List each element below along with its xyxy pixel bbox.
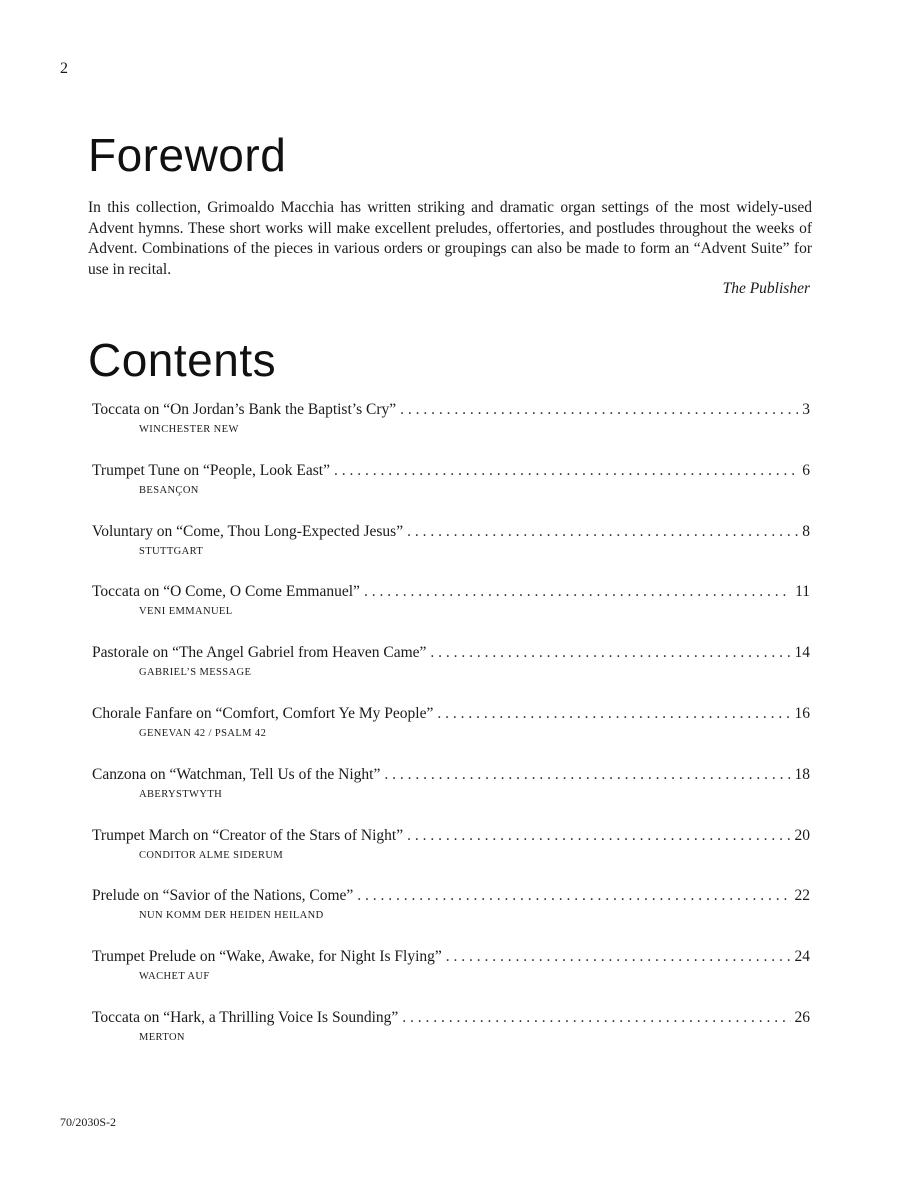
toc-entry-page: 11 [795, 583, 810, 601]
toc-entry-tune: WACHET AUF [139, 971, 210, 983]
toc-entry-page: 18 [794, 765, 810, 783]
toc-entry-title[interactable]: Trumpet March on “Creator of the Stars of Night” [92, 826, 404, 844]
toc-entry[interactable] [92, 826, 810, 887]
toc-entry-page: 3 [802, 401, 810, 418]
toc-entry-tune: VENI EMMANUEL [139, 606, 233, 618]
toc-dot-leader [402, 1008, 790, 1028]
toc-dot-leader [384, 765, 790, 785]
toc-entry-page: 22 [794, 887, 810, 905]
toc-entry-title[interactable]: Voluntary on “Come, Thou Long-Expected Jesus” [92, 522, 404, 540]
toc-entry[interactable] [92, 1008, 810, 1069]
toc-entry[interactable] [92, 704, 810, 765]
table-of-contents [92, 400, 810, 1069]
toc-entry[interactable] [92, 400, 810, 461]
toc-entry-tune: STUTTGART [139, 545, 204, 557]
toc-entry-tune: BESANÇON [139, 484, 199, 496]
toc-entry-title[interactable]: Toccata on “On Jordan’s Bank the Baptist’s Cry” [92, 401, 397, 418]
toc-dot-leader [357, 886, 790, 906]
page-number: 2 [60, 60, 68, 77]
toc-dot-leader [407, 826, 790, 846]
toc-entry[interactable] [92, 643, 810, 704]
toc-entry-page: 26 [794, 1008, 810, 1026]
toc-entry-title[interactable]: Trumpet Tune on “People, Look East” [92, 461, 330, 479]
toc-entry-tune: GABRIEL’S MESSAGE [139, 667, 252, 679]
toc-dot-leader [364, 582, 791, 602]
catalog-number: 70/2030S-2 [60, 1115, 117, 1129]
foreword-signature: The Publisher [722, 280, 810, 297]
foreword-heading: Foreword [88, 129, 287, 181]
toc-entry[interactable] [92, 947, 810, 1008]
toc-entry[interactable] [92, 886, 810, 947]
toc-entry[interactable] [92, 461, 810, 522]
toc-entry-title[interactable]: Toccata on “O Come, O Come Emmanuel” [92, 583, 360, 601]
toc-entry-title[interactable]: Trumpet Prelude on “Wake, Awake, for Night Is Flying” [92, 948, 442, 966]
toc-entry-tune: NUN KOMM DER HEIDEN HEILAND [139, 910, 324, 922]
toc-entry-page: 24 [794, 948, 810, 966]
toc-entry-tune: WINCHESTER NEW [139, 424, 239, 435]
toc-entry-tune: MERTON [139, 1031, 185, 1043]
contents-heading: Contents [88, 334, 277, 386]
toc-dot-leader [430, 643, 790, 663]
toc-entry-tune: CONDITOR ALME SIDERUM [139, 849, 284, 861]
toc-entry-title[interactable]: Chorale Fanfare on “Comfort, Comfort Ye My People” [92, 704, 434, 722]
toc-entry[interactable] [92, 522, 810, 583]
toc-entry-tune: ABERYSTWYTH [139, 788, 223, 800]
toc-dot-leader [446, 947, 791, 967]
toc-entry-title[interactable]: Canzona on “Watchman, Tell Us of the Night” [92, 765, 381, 783]
toc-entry-page: 6 [802, 461, 810, 479]
toc-dot-leader [334, 461, 798, 481]
toc-dot-leader [437, 704, 790, 724]
toc-entry[interactable] [92, 582, 810, 643]
toc-dot-leader [400, 400, 798, 420]
toc-entry-title[interactable]: Toccata on “Hark, a Thrilling Voice Is Sounding” [92, 1008, 399, 1026]
toc-entry[interactable] [92, 765, 810, 826]
toc-entry-page: 20 [794, 826, 810, 844]
toc-entry-tune: GENEVAN 42 / PSALM 42 [139, 727, 267, 739]
toc-dot-leader [407, 522, 798, 542]
toc-entry-page: 16 [794, 704, 810, 722]
foreword-body: In this collection, Grimoaldo Macchia has written striking and dramatic organ settings of the most widely-used Advent hymns. These short works will make excellent preludes, offertories, and postludes throughout the weeks of Advent. Combinations of the pieces in various orders or groupings can also be made to form an “Advent Suite” for use in recital. [88, 199, 812, 278]
toc-entry-title[interactable]: Pastorale on “The Angel Gabriel from Heaven Came” [92, 644, 427, 662]
toc-entry-page: 14 [794, 644, 810, 662]
toc-entry-title[interactable]: Prelude on “Savior of the Nations, Come” [92, 887, 354, 905]
toc-entry-page: 8 [802, 522, 810, 540]
